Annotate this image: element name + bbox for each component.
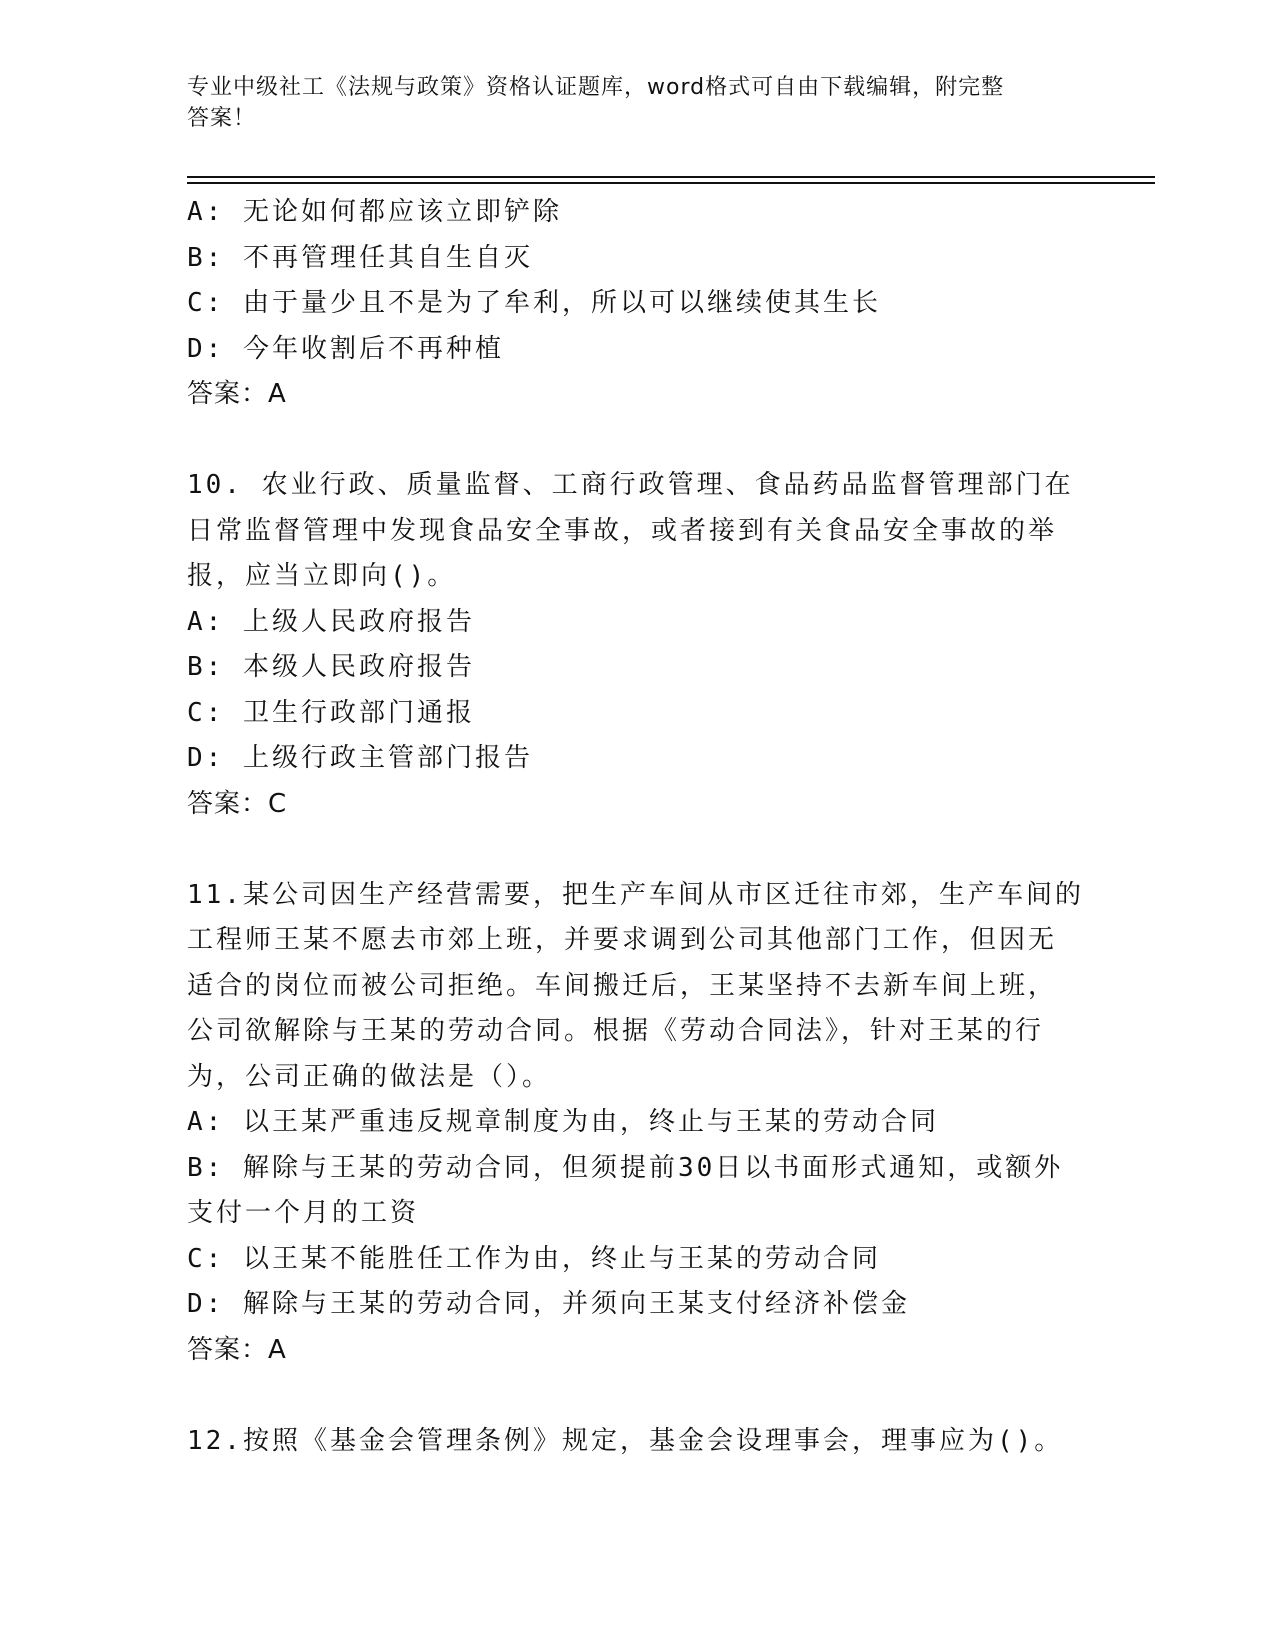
question-stem: 适合的岗位而被公司拒绝。车间搬迁后，王某坚持不去新车间上班， (187, 970, 1058, 1001)
option-d: D: 今年收割后不再种植 (187, 333, 504, 364)
question-stem: 为，公司正确的做法是（）。 (187, 1061, 552, 1092)
question-stem: 11.某公司因生产经营需要，把生产车间从市区迁往市郊，生产车间的 (187, 879, 1084, 910)
option-c: C: 卫生行政部门通报 (187, 697, 475, 728)
header-rule-top (187, 176, 1155, 178)
option-d: D: 上级行政主管部门报告 (187, 743, 533, 773)
document-header (187, 72, 1067, 134)
question-stem: 公司欲解除与王某的劳动合同。根据《劳动合同法》，针对王某的行 (187, 1016, 1045, 1046)
option-c: C: 以王某不能胜任工作为由，终止与王某的劳动合同 (187, 1243, 881, 1274)
question-stem: 10. 农业行政、质量监督、工商行政管理、食品药品监督管理部门在 (187, 470, 1074, 500)
option-a: A: 无论如何都应该立即铲除 (187, 197, 562, 227)
question-9 (187, 190, 1077, 418)
answer: 答案：A (187, 379, 287, 409)
option-a: A: 上级人民政府报告 (187, 606, 475, 637)
option-b: B: 解除与王某的劳动合同，但须提前30日以书面形式通知，或额外 (187, 1152, 1064, 1183)
question-12 (187, 1419, 1077, 1465)
answer: 答案：A (187, 1334, 287, 1365)
spacer (187, 827, 1077, 873)
option-d: D: 解除与王某的劳动合同，并须向王某支付经济补偿金 (187, 1289, 910, 1319)
question-stem: 12.按照《基金会管理条例》规定，基金会设理事会，理事应为()。 (187, 1425, 1064, 1456)
question-stem: 报，应当立即向()。 (187, 561, 457, 591)
header-rule-bottom (187, 182, 1155, 184)
question-10 (187, 463, 1077, 827)
header-line-2: 答案！ (187, 106, 257, 131)
option-b-continued: 支付一个月的工资 (187, 1198, 420, 1228)
spacer (187, 418, 1077, 464)
question-stem: 日常监督管理中发现食品安全事故，或者接到有关食品安全事故的举 (187, 515, 1058, 546)
option-b: B: 不再管理任其自生自灭 (187, 242, 533, 273)
option-c: C: 由于量少且不是为了牟利，所以可以继续使其生长 (187, 288, 881, 318)
spacer (187, 1373, 1077, 1419)
answer: 答案：C (187, 788, 288, 819)
question-list (187, 190, 1084, 1464)
question-stem: 工程师王某不愿去市郊上班，并要求调到公司其他部门工作，但因无 (187, 925, 1058, 955)
option-b: B: 本级人民政府报告 (187, 652, 475, 682)
question-11 (187, 873, 1084, 1374)
option-a: A: 以王某严重违反规章制度为由，终止与王某的劳动合同 (187, 1107, 939, 1137)
header-line-1: 专业中级社工《法规与政策》资格认证题库，word格式可自由下载编辑，附完整 (187, 75, 1005, 100)
